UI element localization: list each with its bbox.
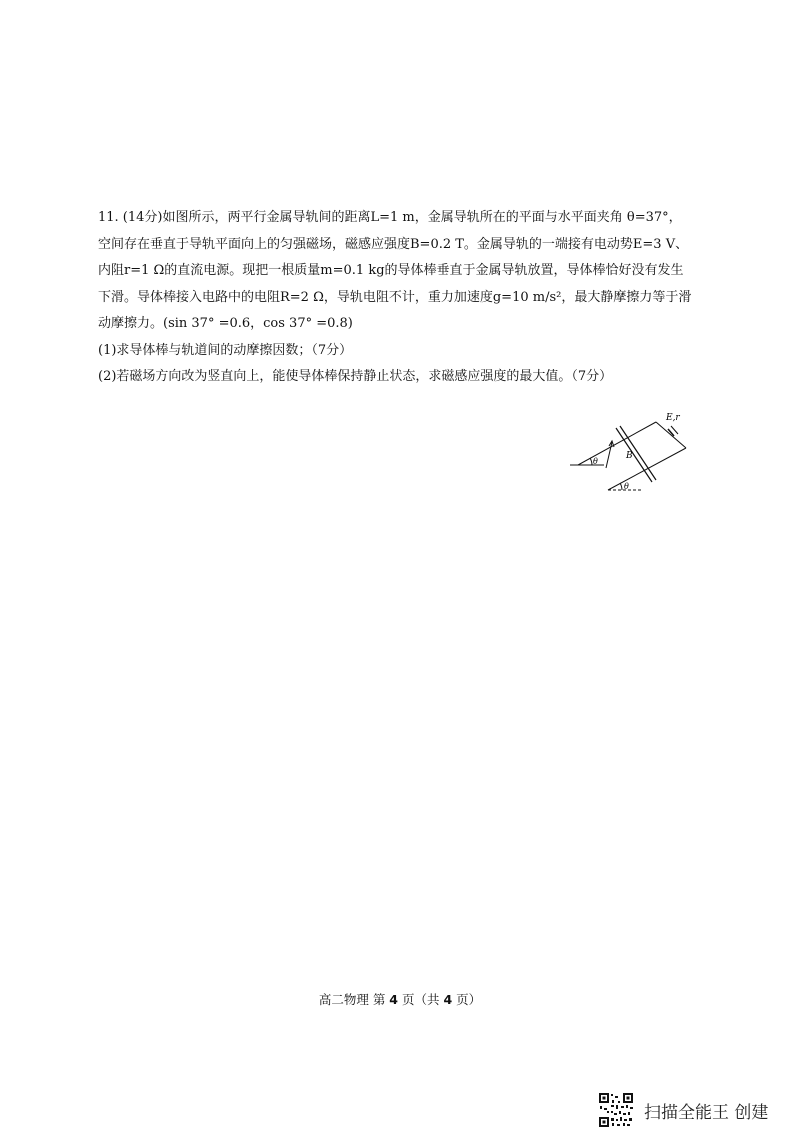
rail-connector bbox=[656, 422, 686, 448]
footer-suffix: 页） bbox=[452, 992, 482, 1007]
label-b: B bbox=[626, 451, 633, 461]
label-theta-top: θ bbox=[593, 457, 598, 466]
angle-arc-bottom bbox=[620, 483, 622, 490]
watermark-text: 扫描全能王 创建 bbox=[644, 1102, 769, 1123]
question-line: 空间存在垂直于导轨平面向上的匀强磁场，磁感应强度B=0.2 T。金属导轨的一端接有电动势E=3 V、 bbox=[98, 236, 689, 252]
label-theta-bottom: θ bbox=[624, 482, 629, 491]
qr-code-icon bbox=[598, 1092, 634, 1128]
footer-middle: 页（共 bbox=[398, 992, 444, 1007]
footer-prefix: 高二物理 第 bbox=[318, 992, 390, 1007]
question-line: 11. (14分)如图所示，两平行金属导轨间的距离L=1 m，金属导轨所在的平面与水平面夹角 θ=37°， bbox=[98, 210, 682, 225]
question-line: 内阻r=1 Ω的直流电源。现把一根质量m=0.1 kg的导体棒垂直于金属导轨放置，导体棒恰好没有发生 bbox=[98, 263, 684, 278]
sub-question-1: (1)求导体棒与轨道间的动摩擦因数；（7分） bbox=[98, 342, 353, 358]
page-footer bbox=[0, 990, 800, 1008]
conductor-bar bbox=[616, 428, 652, 482]
label-er: E,r bbox=[666, 413, 680, 423]
footer-page-number: 4 bbox=[389, 992, 398, 1007]
angle-arc-top bbox=[590, 458, 592, 465]
rail-diagram bbox=[568, 408, 688, 500]
footer-total-pages: 4 bbox=[443, 992, 453, 1007]
question-line: 动摩擦力。(sin 37° =0.6，cos 37° =0.8) bbox=[98, 316, 353, 331]
sub-question-2: (2)若磁场方向改为竖直向上，能使导体棒保持静止状态，求磁感应强度的最大值。（7分） bbox=[98, 369, 613, 384]
scanner-watermark bbox=[598, 1088, 768, 1132]
question-11 bbox=[98, 205, 758, 391]
lower-rail bbox=[608, 448, 686, 490]
question-line: 下滑。导体棒接入电路中的电阻R=2 Ω，导轨电阻不计，重力加速度g=10 m/s²，最大静摩擦力等于滑 bbox=[98, 289, 692, 305]
